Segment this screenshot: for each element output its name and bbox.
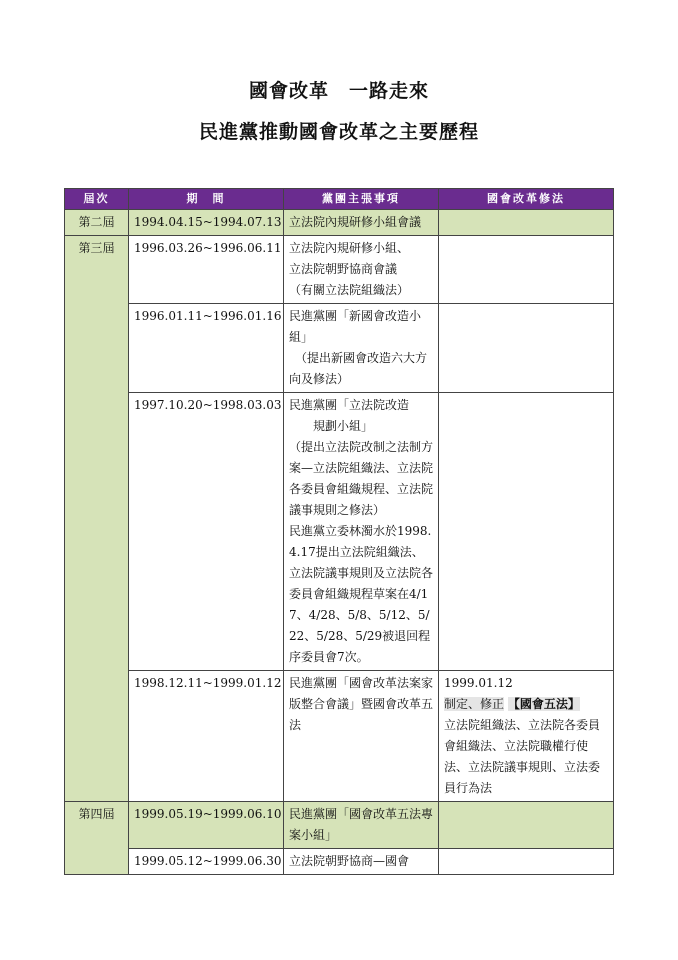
- table-header-row: [65, 189, 614, 210]
- caucus-items-cell: [284, 849, 439, 875]
- table-row: [65, 671, 614, 802]
- table-row: [65, 236, 614, 304]
- table-row: [65, 849, 614, 875]
- caucus-items-cell: [284, 304, 439, 393]
- reform-cell: [439, 236, 614, 304]
- table-row: [65, 210, 614, 236]
- page-title: 國會改革 一路走來: [248, 80, 429, 102]
- header-reform-amendments: 國會改革修法: [439, 189, 614, 210]
- period-cell: 1999.05.12~1999.06.30: [129, 849, 284, 875]
- caucus-item: （提出新國會改造六大方向及修法）: [289, 351, 428, 386]
- caucus-item: 民進黨團「新國會改造小組」: [289, 309, 422, 344]
- caucus-item: 民進黨團「國會改革五法專案小組」: [289, 807, 434, 842]
- reform-cell: [439, 849, 614, 875]
- caucus-items-cell: [284, 802, 439, 849]
- table-row: [65, 802, 614, 849]
- reform-cell: [439, 304, 614, 393]
- table-row: [65, 393, 614, 671]
- reform-text: 立法院組織法、立法院各委員會組織法、立法院職權行使法、立法院議事規則、立法委員行為法: [444, 718, 601, 795]
- caucus-item: 立法院內規研修小組、: [289, 241, 410, 255]
- header-period: 期 間: [129, 189, 284, 210]
- caucus-item: （提出立法院改制之法制方案—立法院組織法、立法院各委員會組織規程、立法院議事規則之修法）: [289, 440, 434, 517]
- caucus-item: 民進黨立委林濁水於1998.4.17提出立法院組織法、立法院議事規則及立法院各委員會組織規程草案在4/17、4/28、5/8、5/12、5/22、5/28、5/29被退回程序委員會7次。: [289, 524, 434, 664]
- period-cell: 1994.04.15~1994.07.13: [129, 210, 284, 236]
- caucus-items-cell: [284, 393, 439, 671]
- caucus-item: 規劃小組」: [289, 419, 374, 433]
- caucus-item: 立法院朝野協商—國會: [289, 854, 410, 868]
- reform-cell: [439, 210, 614, 236]
- reform-heading: [444, 694, 608, 715]
- period-cell: 1996.03.26~1996.06.11: [129, 236, 284, 304]
- period-cell: 1999.05.19~1999.06.10: [129, 802, 284, 849]
- header-caucus-items: 黨團主張事項: [284, 189, 439, 210]
- period-cell: 1997.10.20~1998.03.03: [129, 393, 284, 671]
- reform-cell: [439, 802, 614, 849]
- page-subtitle: 民進黨推動國會改革之主要歷程: [198, 121, 479, 143]
- caucus-item: 民進黨團「國會改革法案家版整合會議」暨國會改革五法: [289, 676, 434, 732]
- reform-history-table: [64, 188, 614, 875]
- table-row: [65, 304, 614, 393]
- caucus-items-cell: [284, 210, 439, 236]
- caucus-item: 立法院內規研修小組會議: [289, 215, 422, 229]
- reform-label: 制定、修正: [444, 697, 505, 711]
- header-session: 屆次: [65, 189, 129, 210]
- caucus-item: 立法院朝野協商會議: [289, 262, 398, 276]
- caucus-item: 民進黨團「立法院改造: [289, 398, 410, 412]
- reform-bracket: 【國會五法】: [507, 697, 580, 711]
- session-cell: 第二屆: [65, 210, 129, 236]
- reform-cell: [439, 671, 614, 802]
- period-cell: 1996.01.11~1996.01.16: [129, 304, 284, 393]
- caucus-items-cell: [284, 671, 439, 802]
- session-cell: 第三屆: [65, 236, 129, 802]
- session-cell: 第四屆: [65, 802, 129, 875]
- caucus-item: （有關立法院組織法）: [289, 283, 410, 297]
- period-cell: 1998.12.11~1999.01.12: [129, 671, 284, 802]
- reform-cell: [439, 393, 614, 671]
- reform-date: 1999.01.12: [444, 676, 513, 690]
- caucus-items-cell: [284, 236, 439, 304]
